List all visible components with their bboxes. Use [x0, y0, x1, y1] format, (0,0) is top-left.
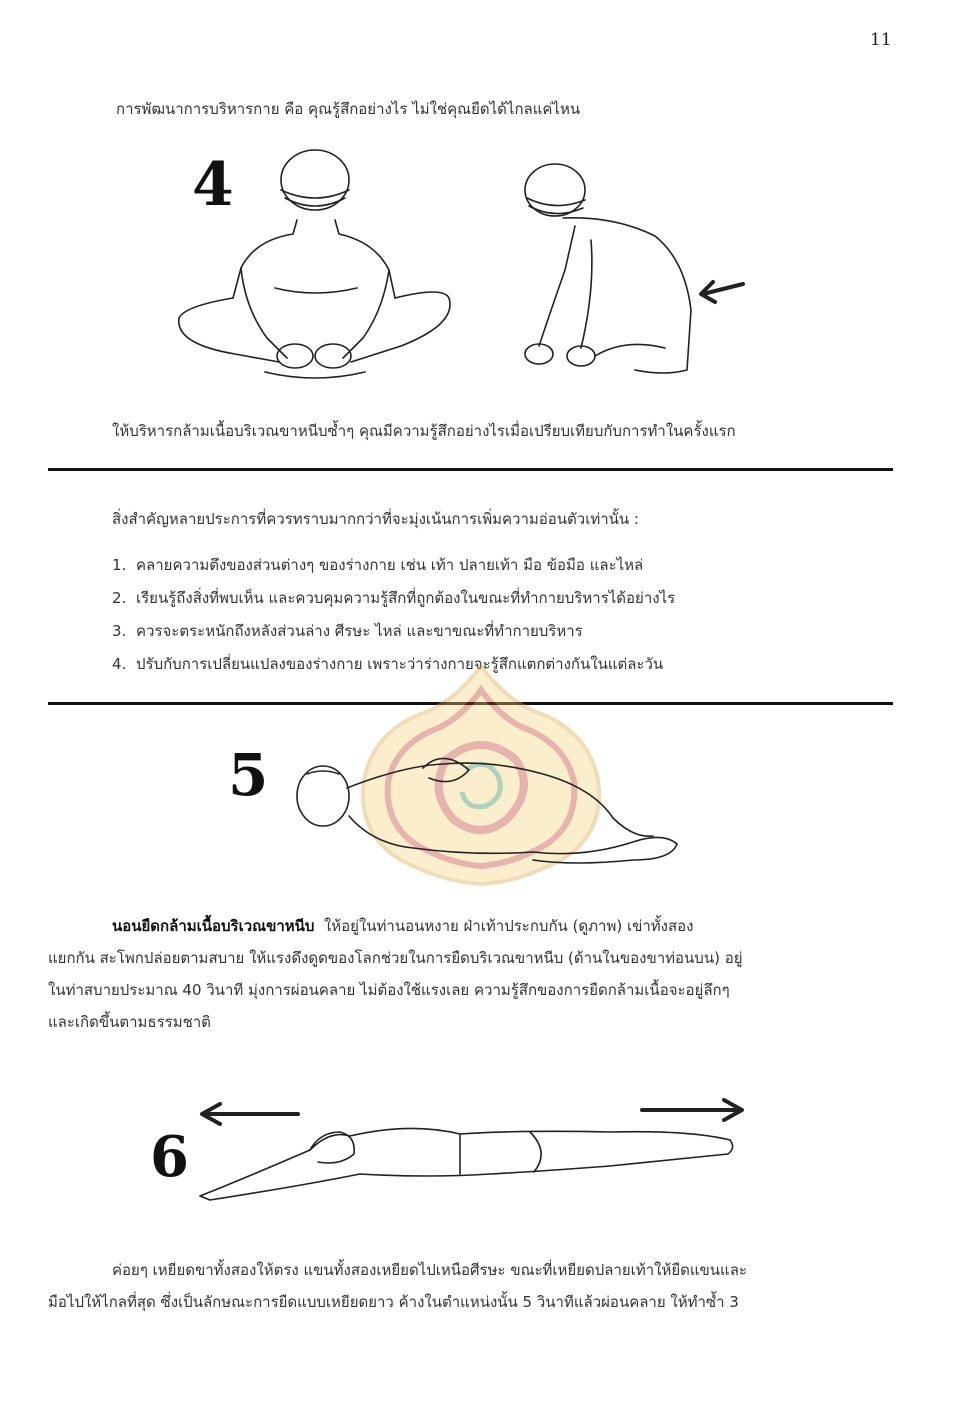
intro-text: การพัฒนาการบริหารกาย คือ คุณรู้สึกอย่างไร ไม่ใช่คุณยืดได้ไกลแค่ไหน — [116, 100, 581, 118]
exercise-4-number: 4 — [192, 150, 234, 220]
exercise-6-figure — [190, 1096, 760, 1206]
page-number: 11 — [870, 30, 892, 50]
exercise-6-number: 6 — [150, 1124, 189, 1190]
exercise-4-figure-seated — [175, 148, 455, 388]
exercise-4-caption: ให้บริหารกล้ามเนื้อบริเวณขาหนีบซ้ำๆ คุณมีความรู้สึกอย่างไรเมื่อเปรียบเทียบกับการทำในครั้งแรก — [112, 422, 736, 440]
list-item: 3. ควรจะตระหนักถึงหลังส่วนล่าง ศีรษะ ไหล่ และขาขณะที่ทำกายบริหาร — [112, 622, 583, 640]
list-item: 1. คลายความตึงของส่วนต่างๆ ของร่างกาย เช่น เท้า ปลายเท้า มือ ข้อมือ และไหล่ — [112, 556, 644, 574]
exercise-5-description — [48, 910, 893, 1038]
exercise-5-text-line1: ให้อยู่ในท่านอนหงาย ฝ่าเท้าประกบกัน (ดูภาพ) เข่าทั้งสอง — [323, 917, 694, 935]
divider-top — [48, 468, 893, 471]
exercise-5-text-line4: และเกิดขึ้นตามธรรมชาติ — [48, 1013, 211, 1031]
exercise-4-figure-leaning — [515, 160, 755, 400]
exercise-5-text-line2: แยกกัน สะโพกปล่อยตามสบาย ให้แรงดึงดูดของโลกช่วยในการยืดบริเวณขาหนีบ (ด้านในของขาท่อนบน) อยู่ — [48, 949, 743, 967]
exercise-6-text-line2: มือไปให้ไกลที่สุด ซึ่งเป็นลักษณะการยืดแบบเหยียดยาว ค้างในตำแหน่งนั้น 5 วินาทีแล้วผ่อนคลาย ให้ทำซ้ำ 3 — [48, 1293, 739, 1311]
list-item: 4. ปรับกับการเปลี่ยนแปลงของร่างกาย เพราะว่าร่างกายจะรู้สึกแตกต่างกันในแต่ละวัน — [112, 655, 664, 673]
exercise-6-description — [48, 1254, 893, 1318]
exercise-5-number: 5 — [228, 741, 269, 809]
exercise-5-figure — [293, 748, 683, 878]
exercise-5-title: นอนยืดกล้ามเนื้อบริเวณขาหนีบ — [112, 917, 315, 935]
exercise-6-text-line1: ค่อยๆ เหยียดขาทั้งสองให้ตรง แขนทั้งสองเหยียดไปเหนือศีรษะ ขณะที่เหยียดปลายเท้าให้ยืดแขนและ — [112, 1261, 747, 1279]
exercise-5-text-line3: ในท่าสบายประมาณ 40 วินาที มุ่งการผ่อนคลาย ไม่ต้องใช้แรงเลย ความรู้สึกของการยืดกล้ามเนื้อจะอยู่ลึกๆ — [48, 981, 730, 999]
list-item: 2. เรียนรู้ถึงสิ่งที่พบเห็น และควบคุมความรู้สึกที่ถูกต้องในขณะที่ทำกายบริหารได้อย่างไร — [112, 589, 676, 607]
important-heading: สิ่งสำคัญหลายประการที่ควรทราบมากกว่าที่จะมุ่งเน้นการเพิ่มความอ่อนตัวเท่านั้น : — [112, 510, 639, 528]
